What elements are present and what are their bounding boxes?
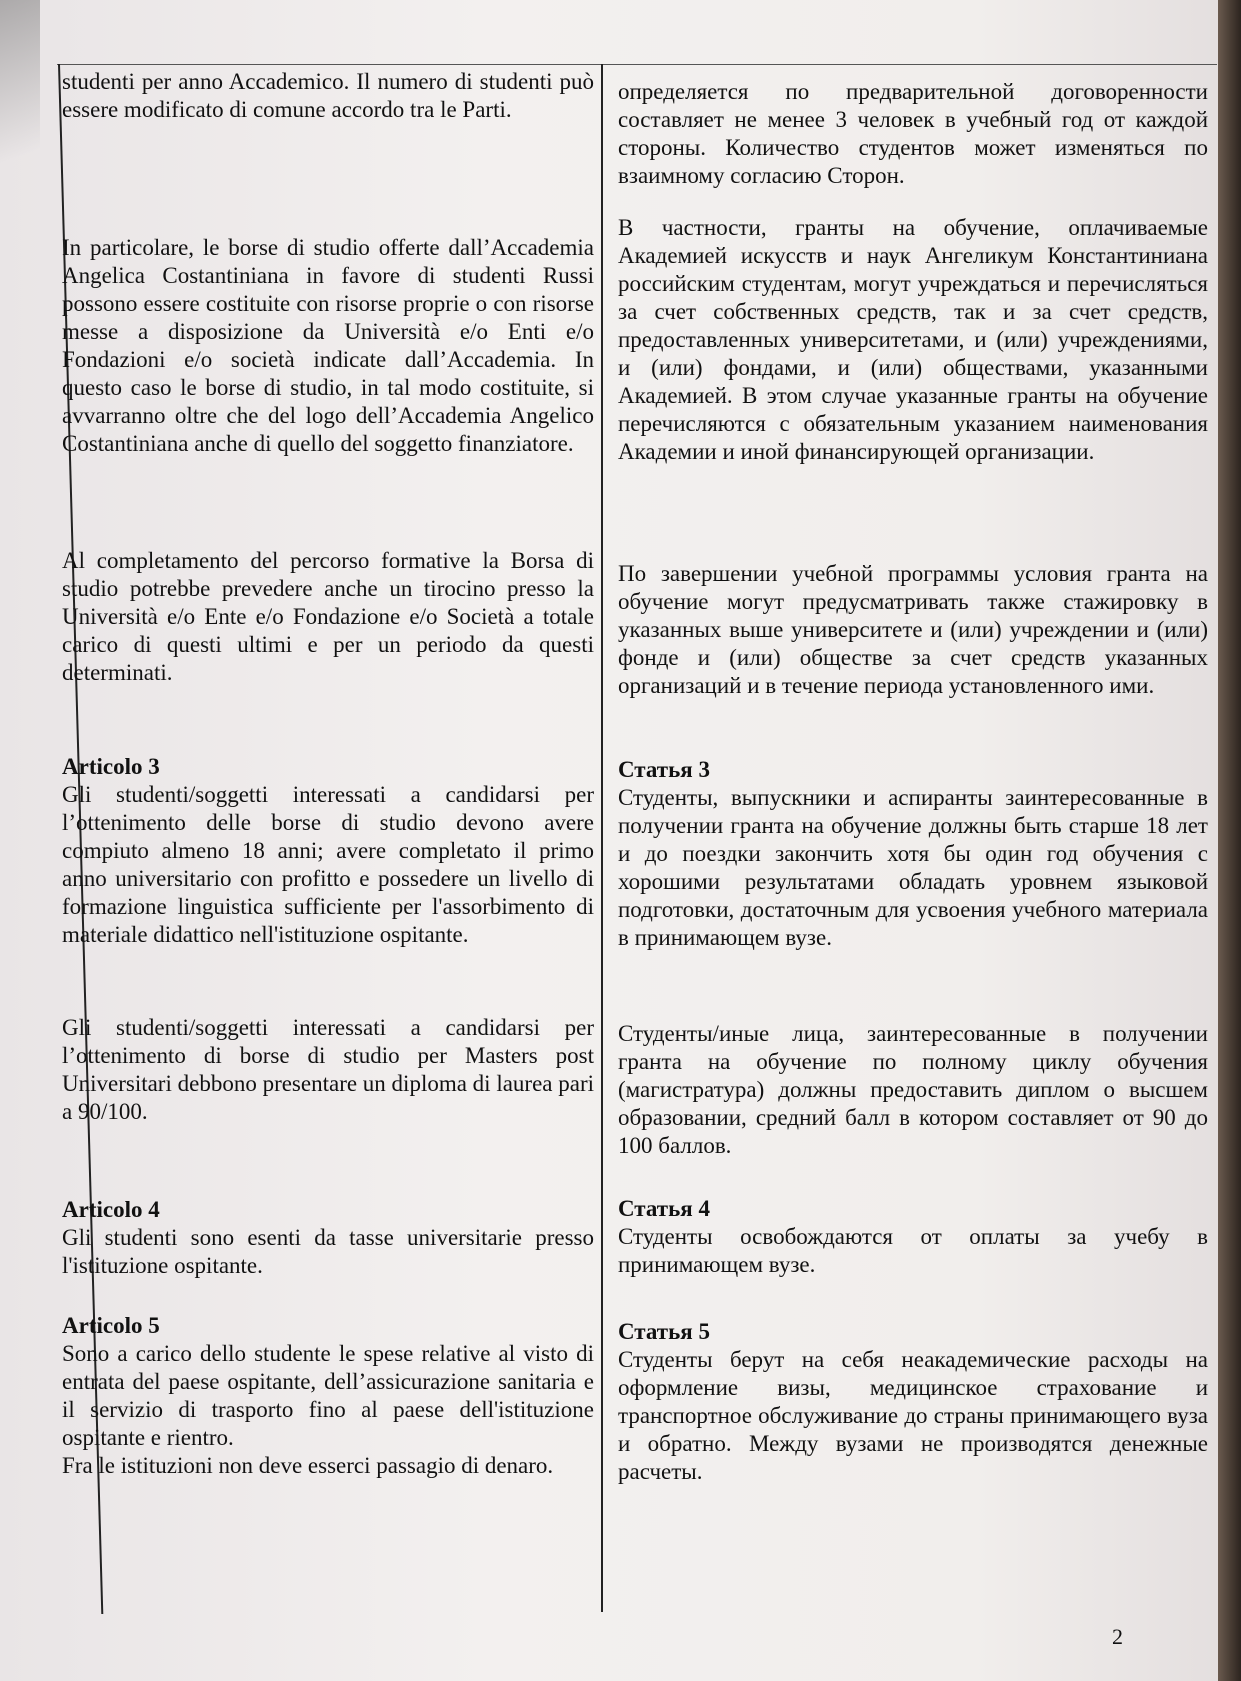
russian-particolare-paragraph bbox=[618, 214, 1208, 466]
italian-article-5 bbox=[62, 1312, 594, 1480]
article-heading: Статья 4 bbox=[618, 1196, 710, 1221]
paragraph-text: Sono a carico dello studente le spese relative al visto di entrata del paese ospitante, dell’assicurazione sanitaria e il servizio di trasporto fino al paese dell'istituzione ospitante e rientro. bbox=[62, 1341, 594, 1450]
paragraph-text: Gli studenti sono esenti da tasse universitarie presso l'istituzione ospitante. bbox=[62, 1225, 594, 1278]
russian-article-4 bbox=[618, 1195, 1208, 1279]
russian-article-5 bbox=[618, 1318, 1208, 1486]
paragraph-text: Студенты/иные лица, заинтересованные в получении гранта на обучение по полному циклу обучения (магистратура) должны предоставить диплом о высшем образовании, средний балл в котором составляет от 90 до 100 баллов. bbox=[618, 1021, 1208, 1158]
italian-continued-paragraph bbox=[62, 68, 594, 124]
italian-completamento-paragraph bbox=[62, 547, 594, 687]
paragraph-text: In particolare, le borse di studio offerte dall’Accademia Angelica Costantiniana in favore di studenti Russi possono essere costituite con risorse proprie o con risorse messe a disposizione da Università e/o Enti e/o Fondazioni e/o società indicate dall’Accademia. In questo caso le borse di studio, in tal modo costituite, si avvarranno oltre che del logo dell’Accademia Angelico Costantiniana anche di quello del soggetto finanziatore. bbox=[62, 235, 594, 456]
paragraph-text: Студенты, выпускники и аспиранты заинтересованные в получении гранта на обучение должны быть старше 18 лет и до поездки закончить хотя бы один год обучения с хорошими результатами обладать уровнем языковой подготовки, достаточным для усвоения учебного материала в принимающем вузе. bbox=[618, 785, 1208, 950]
paragraph-text: Студенты освобождаются от оплаты за учебу в принимающем вузе. bbox=[618, 1224, 1208, 1277]
article-heading: Статья 3 bbox=[618, 757, 710, 782]
italian-masters-paragraph bbox=[62, 1014, 594, 1126]
russian-article-3 bbox=[618, 756, 1208, 952]
article-heading: Articolo 5 bbox=[62, 1313, 160, 1338]
russian-continued-paragraph bbox=[618, 78, 1208, 190]
paragraph-text: studenti per anno Accademico. Il numero di studenti può essere modificato di comune accordo tra le Parti. bbox=[62, 69, 594, 122]
paragraph-text: Студенты берут на себя неакадемические расходы на оформление визы, медицинское страхование и транспортное обслуживание до страны принимающего вуза и обратно. Между вузами не производятся денежные расчеты. bbox=[618, 1347, 1208, 1484]
paragraph-text: Fra le istituzioni non deve esserci passagio di denaro. bbox=[62, 1453, 554, 1478]
table-top-border bbox=[57, 64, 1217, 65]
article-heading: Articolo 3 bbox=[62, 754, 160, 779]
column-divider bbox=[601, 64, 603, 1612]
article-heading: Articolo 4 bbox=[62, 1197, 160, 1222]
paragraph-text: По завершении учебной программы условия гранта на обучение могут предусматривать также стажировку в указанных выше университете и (или) учреждении и (или) фонде и (или) обществе за счет средств указанных организаций и в течение периода установленного ими. bbox=[618, 561, 1208, 698]
paragraph-text: определяется по предварительной договоренности составляет не менее 3 человек в учебный год от каждой стороны. Количество студентов может изменяться по взаимному согласию Сторон. bbox=[618, 79, 1208, 188]
italian-article-4 bbox=[62, 1196, 594, 1280]
page-smudge bbox=[0, 0, 40, 220]
paragraph-text: Al completamento del percorso formative la Borsa di studio potrebbe prevedere anche un tirocino presso la Università e/o Ente e/o Fondazione e/o Società a totale carico di questi ultimi e per un periodo da questi determinati. bbox=[62, 548, 594, 685]
page-number: 2 bbox=[1112, 1624, 1123, 1649]
russian-masters-paragraph bbox=[618, 1020, 1208, 1160]
italian-particolare-paragraph bbox=[62, 234, 594, 458]
paragraph-text: Gli studenti/soggetti interessati a candidarsi per l’ottenimento delle borse di studio devono avere compiuto almeno 18 anni; avere completato il primo anno universitario con profitto e possedere un livello di formazione linguistica sufficiente per l'assorbimento di materiale didattico nell'istituzione ospitante. bbox=[62, 782, 594, 947]
russian-completamento-paragraph bbox=[618, 560, 1208, 700]
background-edge bbox=[1218, 0, 1241, 1681]
italian-article-3 bbox=[62, 753, 594, 949]
article-heading: Статья 5 bbox=[618, 1319, 710, 1344]
paragraph-text: Gli studenti/soggetti interessati a candidarsi per l’ottenimento di borse di studio per Masters post Universitari debbono presentare un diploma di laurea pari a 90/100. bbox=[62, 1015, 595, 1124]
paragraph-text: В частности, гранты на обучение, оплачиваемые Академией искусств и наук Ангеликум Константиниана российским студентам, могут учреждаться и перечисляться за счет собственных средств, так и за счет средств, предоставленных университетами, и (или) учреждениями, и (или) фондами, и (или) обществами, указанными Академией. В этом случае указанные гранты на обучение перечисляются с обязательным указанием наименования Академии и иной финансирующей организации. bbox=[618, 215, 1208, 464]
